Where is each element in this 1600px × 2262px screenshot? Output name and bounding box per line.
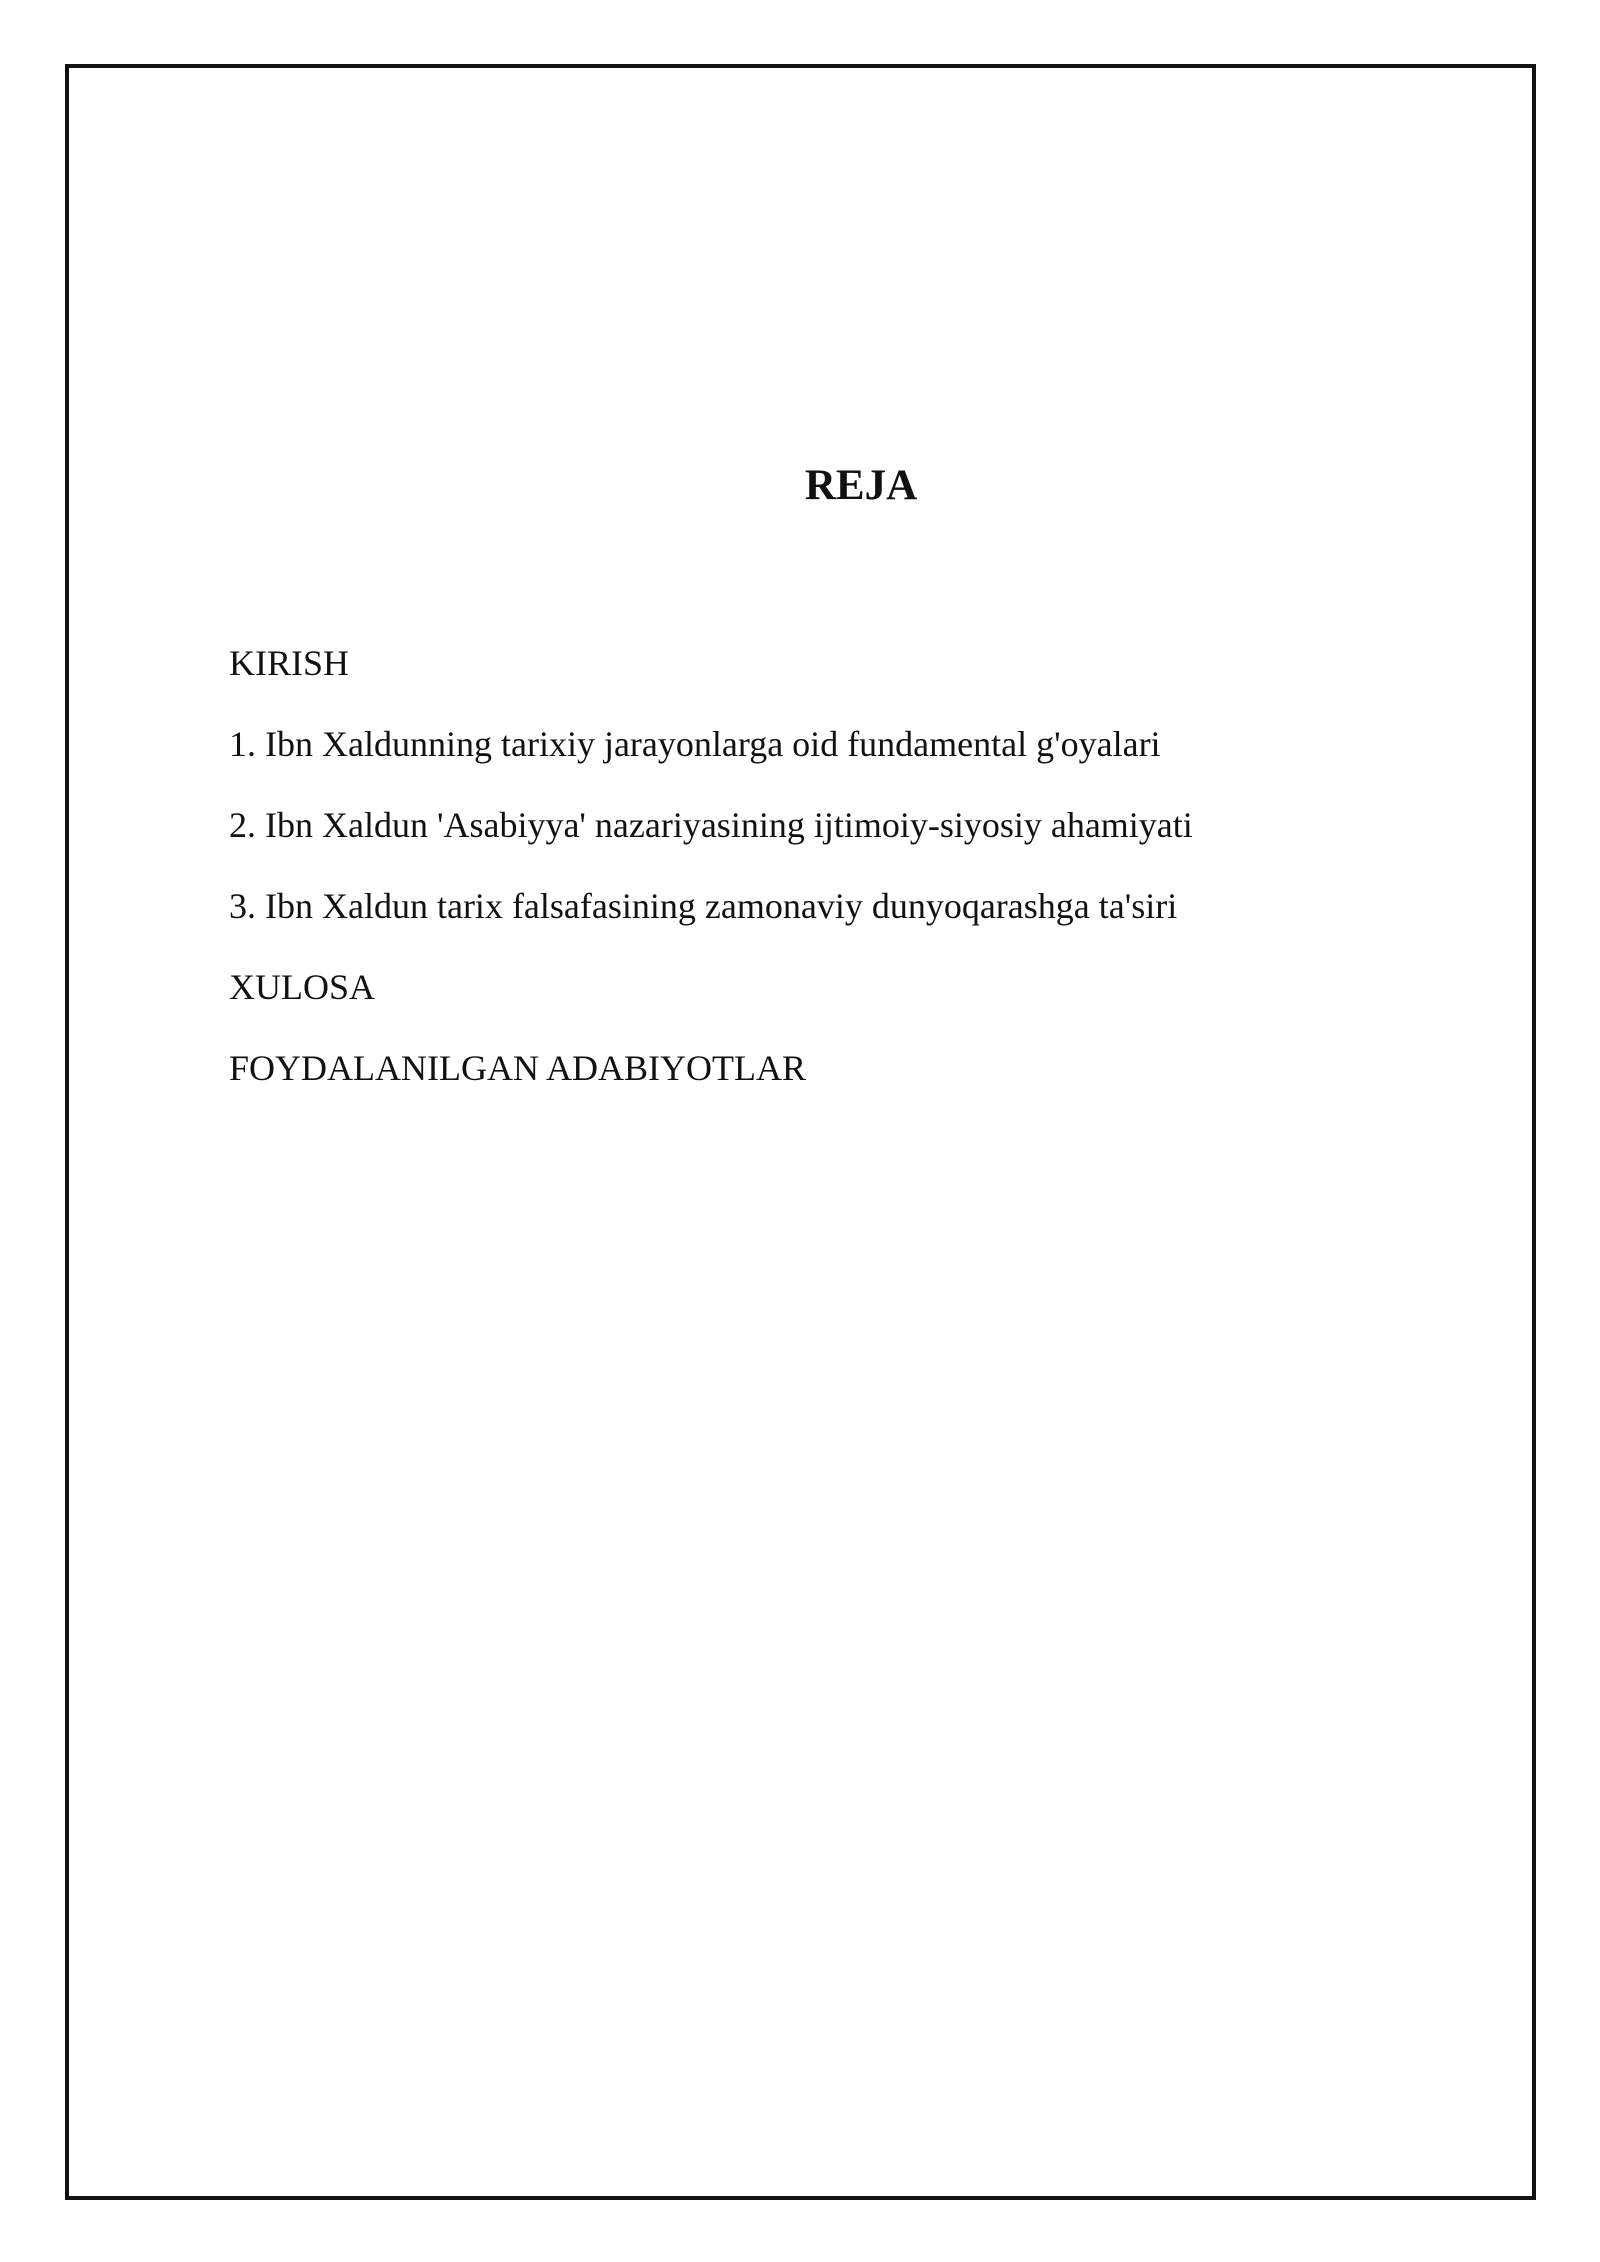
outline-item-references: FOYDALANILGAN ADABIYOTLAR: [229, 1048, 806, 1088]
outline-item-section-1: 1. Ibn Xaldunning tarixiy jarayonlarga oid fundamental g'oyalari: [229, 724, 1161, 764]
outline-item-introduction: KIRISH: [229, 643, 350, 683]
page-border: [65, 64, 1536, 2200]
plan-outline: [229, 638, 1193, 1124]
outline-item-conclusion: XULOSA: [229, 967, 376, 1007]
outline-item-section-3: 3. Ibn Xaldun tarix falsafasining zamonaviy dunyoqarashga ta'siri: [229, 886, 1178, 926]
outline-item-section-2: 2. Ibn Xaldun 'Asabiyya' nazariyasining ijtimoiy-siyosiy ahamiyati: [229, 805, 1193, 845]
page-title: REJA: [804, 462, 918, 509]
